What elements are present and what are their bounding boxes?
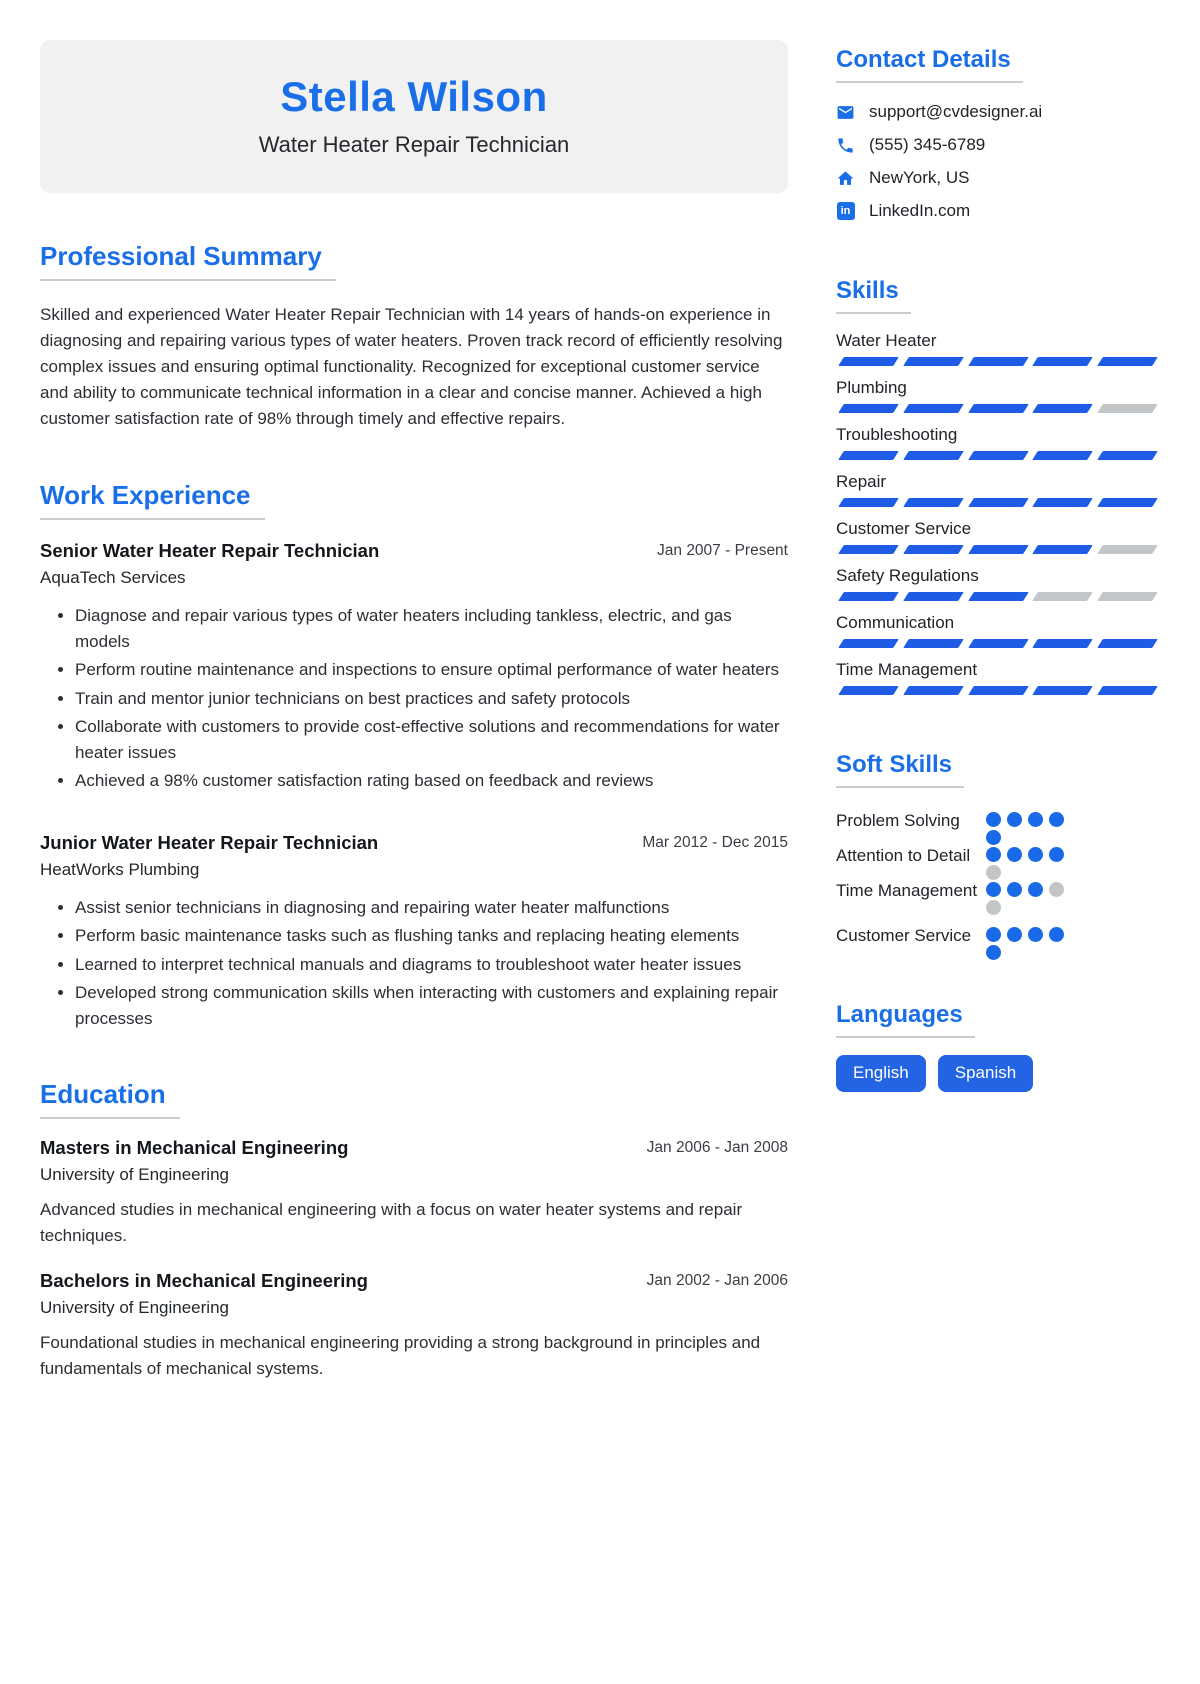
linkedin-icon: in [836, 202, 855, 221]
soft-skill-dot [986, 847, 1001, 862]
soft-skill-name: Time Management [836, 881, 978, 900]
soft-skill-name: Attention to Detail [836, 846, 971, 865]
soft-skill-dot [1007, 847, 1022, 862]
job-dates: Jan 2007 - Present [657, 542, 788, 559]
skill-bar-segment [968, 686, 1028, 695]
skill-bar-segment [1097, 639, 1157, 648]
skill-bar-segment [1097, 357, 1157, 366]
skill-bar-segment [903, 451, 963, 460]
skill-bar-segment [838, 592, 898, 601]
degree-entry [40, 1270, 788, 1381]
soft-skill-dot [1007, 927, 1022, 942]
bullet-item: • Train and mentor junior technicians on best practices and safety protocols [75, 686, 788, 712]
skill-row [836, 425, 1160, 460]
degree-description: Advanced studies in mechanical engineering with a focus on water heater systems and repair techniques. [40, 1200, 743, 1245]
header-card [40, 40, 788, 193]
skill-bar-segment [903, 404, 963, 413]
skill-name: Water Heater [836, 331, 937, 350]
contact-linkedin-row [836, 201, 1160, 221]
soft-skill-dot [986, 812, 1001, 827]
degree-header [40, 1137, 788, 1159]
home-icon [836, 169, 855, 188]
soft-skills-heading: Soft Skills [836, 751, 964, 788]
skill-bar [836, 357, 1160, 366]
bullet-item: • Diagnose and repair various types of water heaters including tankless, electric, and gas models [75, 603, 788, 654]
experience-section [40, 480, 788, 1031]
soft-skill-dot [986, 945, 1001, 960]
skill-name: Repair [836, 472, 887, 491]
skill-bar-segment [903, 592, 963, 601]
main-column [40, 40, 788, 1604]
skill-row [836, 613, 1160, 648]
soft-skill-dot [986, 830, 1001, 845]
soft-skill-dot [1049, 882, 1064, 897]
skill-bar-segment [1097, 451, 1157, 460]
soft-skill-dot [1028, 927, 1043, 942]
bullet-item: • Learned to interpret technical manuals and diagrams to troubleshoot water heater issues [75, 952, 788, 978]
contact-heading: Contact Details [836, 46, 1023, 83]
skill-bar-segment [968, 357, 1028, 366]
contact-location: NewYork, US [869, 168, 970, 187]
skill-name: Customer Service [836, 519, 972, 538]
bullet-item: • Perform routine maintenance and inspections to ensure optimal performance of water heaters [75, 657, 788, 683]
education-section [40, 1079, 788, 1381]
skill-row [836, 519, 1160, 554]
skill-bar-segment [838, 451, 898, 460]
skill-bar-segment [968, 592, 1028, 601]
soft-skill-row [836, 882, 1160, 900]
bullet-item: • Assist senior technicians in diagnosing and repairing water heater malfunctions [75, 895, 788, 921]
soft-skill-dot [1007, 812, 1022, 827]
skill-bar-segment [968, 545, 1028, 554]
bullet-item: • Achieved a 98% customer satisfaction rating based on feedback and reviews [75, 768, 788, 794]
skill-bar-segment [838, 357, 898, 366]
skill-bar-segment [838, 686, 898, 695]
soft-skill-dot [1049, 927, 1064, 942]
skill-bar-segment [1033, 639, 1093, 648]
skill-bar-segment [968, 404, 1028, 413]
degree-entry [40, 1137, 788, 1248]
degree-description: Foundational studies in mechanical engineering providing a strong background in principles and fundamentals of mechanical systems. [40, 1333, 761, 1378]
skills-section [836, 277, 1160, 695]
skill-bar-segment [1033, 357, 1093, 366]
skill-bar-segment [903, 639, 963, 648]
person-job-title: Water Heater Repair Technician [258, 132, 570, 157]
bullet-item: • Perform basic maintenance tasks such as flushing tanks and replacing heating elements [75, 923, 788, 949]
job-header [40, 540, 788, 562]
job-company: AquaTech Services [40, 568, 186, 587]
soft-skill-dots [986, 927, 1070, 942]
degree-title: Masters in Mechanical Engineering [40, 1137, 349, 1158]
skills-list [836, 331, 1160, 695]
skill-bar-segment [903, 545, 963, 554]
skill-bar-segment [903, 498, 963, 507]
soft-skill-dot [1028, 847, 1043, 862]
skill-row [836, 331, 1160, 366]
summary-text: Skilled and experienced Water Heater Repair Technician with 14 years of hands-on experience in diagnosing and repairing various types of water heaters. Proven track record of efficiently resolving complex issues and ensuring optimal functionality. Recognized for exceptional customer service and ability to communicate technical information in a clear and concise manner. Achieved a high customer satisfaction rate of 98% through timely and effective repairs. [40, 305, 783, 428]
job-dates: Mar 2012 - Dec 2015 [642, 833, 788, 851]
skill-bar-segment [1097, 498, 1157, 507]
job-bullet-list [40, 603, 788, 794]
skill-bar [836, 639, 1160, 648]
job-entry [40, 832, 788, 1032]
soft-skill-dot [986, 927, 1001, 942]
soft-skill-name: Customer Service [836, 926, 972, 945]
degree-dates: Jan 2002 - Jan 2006 [646, 1272, 788, 1289]
job-entry [40, 540, 788, 794]
degree-header [40, 1270, 788, 1292]
email-icon [836, 103, 855, 122]
job-header [40, 832, 788, 854]
skill-bar-segment [838, 639, 898, 648]
skill-bar-segment [838, 545, 898, 554]
language-chip-spanish[interactable]: Spanish [938, 1055, 1033, 1092]
skill-bar-segment [903, 357, 963, 366]
skill-bar-segment [1097, 404, 1157, 413]
soft-skill-dots [986, 882, 1070, 897]
skill-bar [836, 592, 1160, 601]
soft-skill-dot [1049, 847, 1064, 862]
skill-name: Troubleshooting [836, 425, 958, 444]
skill-bar-segment [1033, 404, 1093, 413]
contact-section [836, 46, 1160, 221]
skill-bar-segment [968, 498, 1028, 507]
soft-skills-section [836, 751, 1160, 945]
soft-skill-dot [986, 865, 1001, 880]
degree-dates: Jan 2006 - Jan 2008 [646, 1139, 788, 1156]
job-title: Senior Water Heater Repair Technician [40, 540, 380, 561]
degree-title: Bachelors in Mechanical Engineering [40, 1270, 368, 1291]
skill-bar-segment [1033, 686, 1093, 695]
soft-skill-dot [1007, 882, 1022, 897]
bullet-item: • Developed strong communication skills when interacting with customers and explaining repair processes [75, 980, 788, 1031]
skill-name: Time Management [836, 660, 978, 679]
soft-skill-row [836, 927, 1160, 945]
skill-bar [836, 498, 1160, 507]
skill-row [836, 378, 1160, 413]
job-company: HeatWorks Plumbing [40, 859, 200, 879]
skill-bar [836, 451, 1160, 460]
summary-section [40, 241, 788, 432]
skill-bar-segment [1033, 592, 1093, 601]
languages-list [836, 1055, 1160, 1092]
skill-bar [836, 404, 1160, 413]
contact-linkedin[interactable]: LinkedIn.com [869, 201, 971, 220]
bullet-item: • Collaborate with customers to provide cost-effective solutions and recommendations for water heater issues [75, 714, 788, 765]
skill-row [836, 472, 1160, 507]
soft-skill-dots [986, 847, 1070, 862]
soft-skill-dot [1028, 812, 1043, 827]
contact-list [836, 102, 1160, 221]
contact-email-row [836, 102, 1160, 122]
soft-skill-dot [986, 882, 1001, 897]
skill-bar [836, 686, 1160, 695]
education-heading: Education [40, 1079, 180, 1119]
job-title: Junior Water Heater Repair Technician [40, 831, 379, 853]
soft-skill-dot [986, 900, 1001, 915]
job-bullet-list [40, 895, 788, 1032]
contact-email[interactable]: support@cvdesigner.ai [869, 102, 1043, 121]
languages-section [836, 1001, 1160, 1092]
skill-bar-segment [1097, 545, 1157, 554]
skill-row [836, 566, 1160, 601]
skill-bar-segment [968, 639, 1028, 648]
skill-bar-segment [838, 498, 898, 507]
skill-bar [836, 545, 1160, 554]
skill-bar-segment [1033, 545, 1093, 554]
skill-name: Safety Regulations [836, 566, 979, 585]
sidebar-column [836, 40, 1160, 1604]
contact-location-row [836, 168, 1160, 188]
person-name: Stella Wilson [280, 73, 548, 120]
skills-heading: Skills [836, 277, 911, 314]
skill-name: Communication [836, 613, 955, 632]
degree-school: University of Engineering [40, 1298, 229, 1317]
language-chip-english[interactable]: English [836, 1055, 926, 1092]
soft-skill-name: Problem Solving [836, 811, 960, 830]
contact-phone-row [836, 135, 1160, 155]
soft-skill-dot [1028, 882, 1043, 897]
soft-skills-list [836, 812, 1160, 945]
soft-skill-row [836, 812, 1160, 830]
experience-heading: Work Experience [40, 480, 265, 520]
skill-bar-segment [1097, 686, 1157, 695]
contact-phone: (555) 345-6789 [869, 135, 986, 154]
skill-bar-segment [968, 451, 1028, 460]
skill-name: Plumbing [836, 378, 907, 397]
summary-heading: Professional Summary [40, 241, 336, 281]
soft-skill-row [836, 847, 1160, 865]
skill-bar-segment [1033, 498, 1093, 507]
skill-bar-segment [1097, 592, 1157, 601]
skill-bar-segment [1033, 451, 1093, 460]
languages-heading: Languages [836, 1001, 975, 1038]
phone-icon [836, 136, 855, 155]
skill-bar-segment [838, 404, 898, 413]
degree-school: University of Engineering [40, 1165, 229, 1184]
soft-skill-dot [1049, 812, 1064, 827]
soft-skill-dots [986, 812, 1070, 827]
skill-row [836, 660, 1160, 695]
skill-bar-segment [903, 686, 963, 695]
